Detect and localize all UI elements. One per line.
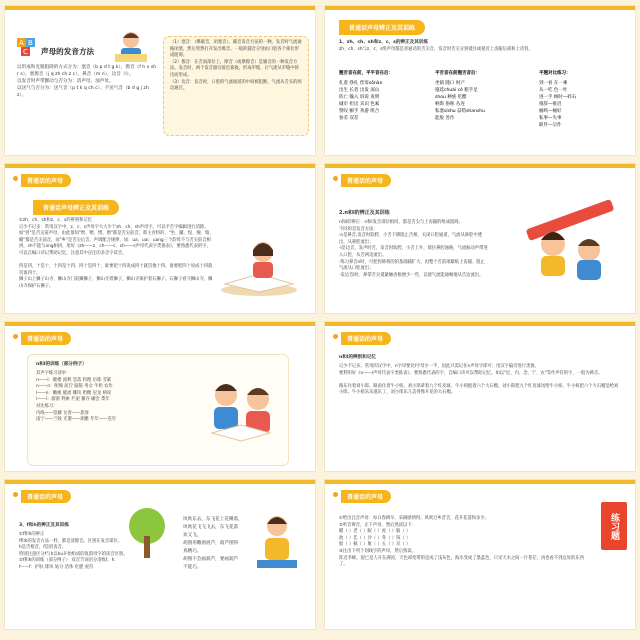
- slide-7-body: ①f和h的辨正 f和h的发音方法一样，都是清擦音。区别在发音部位。 h是舌根音，f是唇齿音。 特别注意区分f与h以hu开始组成的复韵母字的读音区别。 ②f和h的训练（部分例子） 双音节词语分清练f、h： f——f：护肤 绯风 姑分 活体 化肥 虎符: [19, 532, 128, 570]
- practice-label: 练习题: [609, 512, 619, 540]
- slide-3-body: ①zh、ch、sh和z、c、s的辨别和记忆 记少不记多：常用汉字中，z、c、s声母字大大少于zh、ch、sh声母字。可以平舌字编辑进行消除。如"曾"是舌尖前声母，由此推知"增、赠、憎、僧"都是舌尖前音，那主食特的、"坐、蹴、惶、缠、缝、瞳"都是舌尖前音，而"乡"是舌尖后音，声调配合规律，如：ua、uai、uang三个韵母不与舌尖前音相拼，sh不能与ong相拼，用好《zh——z、ch——c、sh——s声母代表字类推表》，要熟悉代表的字，可以自编口诀记帮助记忆，注意其中应注的多音字读音。 四是四，十是十，十四是十四，四十是四十，谁要把十四说成四十就罚他十四，谁要把四十说成十四就罚谁四十。 狮子山上狮子山寺，狮山寺门前狮狮子，狮山寺着狮子，狮山寺保护着石狮子。石狮子看守狮山寺，狮山寺保护石狮子。: [19, 218, 214, 289]
- slide-5-body: 双声字练习清单： n——l：暖楼 流利 恋落 料理 历练 劳累 n——n：呢喃 泥泞 脑筋 男女 牛奶 农作 l——n：嫩绳 暖流 哪块 奶糖 尼龙 呐说 l——l：溜滑 利索 烂泥 蓄存 碾会 梨年 对比练习： 内线——留藤 女客——旅客 南宁——兰陵 光港——朗雅 年年——连年: [36, 371, 117, 423]
- slide-header-bar: [5, 6, 315, 10]
- slide-8-body: ①给出注音声母：每日春耕早、采摘感情得。风吹过乡昔音，花开花落和多少。 ②听音辨音，正下声母，然后熟读以下： 瞄（ ）老（ ）眼（ ）虎（ ）脑（ ） 池（ ）佳（ ）沙（ ）冬（ ）钱（ ） 船（ ）掘（ ）航（ ）五（ ）京（ ） ③注出下列下划线字的声母，然后熟读。 阵近李蜂，貌已是人开在满园，天色却变带的是成了浅灰色，海水变成了墨蓝色，只见天水之间一片苍茫，再也看不到远处的东西了。: [339, 516, 584, 568]
- slide-6[interactable]: [325, 322, 635, 471]
- slide-7[interactable]: [5, 480, 315, 629]
- slide-3[interactable]: [5, 164, 315, 313]
- slide-4-badge: 普通话的声母: [341, 174, 391, 187]
- slide-2-sub1-text: zh、ch、sh与z、c、s组声母都是普通话的舌尖音，发音时舌尖分别抵住或接近上齿龈后部和上齿背。: [339, 47, 533, 52]
- slide-7-poem: 风吹东去，东飞花上花瓣落， 风吹花飞飞飞去，东飞花落 欢又飞， 胡图用雕菌展芦，葫芦图得 真精巧。 胡图不会画葫芦，要画葫芦 不能巧。: [183, 517, 243, 570]
- slide-6-body: 记少不记多。常用的汉字中，n字母要比l字母少一半，因此只需记住n声母字即可；用汉字偏旁进行类推。 要利用好《n——l声母代表字类推表》，要熟悉代表的字，自编口诀可以帮助记忆。如以"尼、内、念、宁、农"等作声符的字，一般为鼻音。 路东住着刘小郎，路南住着牛小妞。刘小郎拿着九个红皮球，牛小妞抱着六个大石榴。刘小郎把九个红皮球送给牛小妞，牛小妞把六个大石榴送给刘小郎。牛小妞乐乐滋乐了，刘小郎乐儿美得像开花的大石榴。: [339, 364, 619, 396]
- slide-1-title: 声母的发音方法: [41, 47, 95, 56]
- note-box: [163, 36, 309, 136]
- slide-6-heading: n和l的辨别和记忆: [339, 355, 377, 360]
- slide-header-bar: [5, 322, 315, 326]
- bullet-dot-icon: [13, 176, 18, 181]
- practice-tag: [601, 502, 627, 550]
- slide-4-body: n和l的辨正：n和l发音部位相同，都是舌尖与上齿龈的组成阻碍。 不同的是发音方法： ·n是鼻音,发音时软腭、小舌下降阻止舌根，关闭口腔通道，气流从鼻腔中透出，从鼻腔流出； ·l是边音，发声时舌，发音时软腭，小舌上升，堵住鼻腔通路，气流振动声带进入口腔，从舌两边流出。 ·练习鼻音n时，可把捏鼻将的的基础辅扩大，再整个舌前端紧贴上齿龈、阻止气流从口腔流出； ·发边音l时，鼻掌舌尖抵紧触齿根便少一些，以使气流能通畅地从舌边流出。: [339, 220, 488, 278]
- table-header-3: 平翘对比练习：: [539, 71, 571, 76]
- slide-header-bar: [5, 480, 315, 484]
- bullet-dot-icon: [333, 334, 338, 339]
- slide-2-heading: 普通话声母辨正及其训练: [339, 20, 425, 35]
- kids-with-pencil-illustration: [515, 200, 625, 294]
- slide-2-sub1: 1、zh、ch、sh和z、c、s的辨正及其训练: [339, 40, 428, 45]
- table-column-3: 到一看 在一乘 从一吃 色一吐 进一手 顾时—碎石 推辞—推迟 桶鸣—桶好 私事—失事 职件—宗件: [539, 81, 577, 128]
- slide-header-bar: [325, 6, 635, 10]
- training-card: [27, 354, 289, 466]
- slide-3-heading: 普通话声母辨正及其训练: [33, 200, 119, 215]
- slide-1[interactable]: [5, 6, 315, 155]
- practice-table: [339, 70, 635, 150]
- slide-7-badge: 普通话的声母: [21, 490, 71, 503]
- kids-reading-illustration: [247, 508, 307, 592]
- svg-text:B: B: [28, 39, 33, 47]
- slide-3-badge: 普通话的声母: [21, 174, 71, 187]
- slide-1-body: 以形成和克服阻碍的方式分为：塞音（b p d t g k），擦音（f h x sh r s），塞擦音（j q zh ch z c），鼻音（m n），边音（l）。 以发音时声带颤动与否分为：清声母、浊声母。 以送气与否分为：送气音（p t k q ch c）、不送气音（b d g j zh z）。: [17, 65, 157, 98]
- bullet-dot-icon: [333, 176, 338, 181]
- two-kids-reading-illustration: [196, 369, 286, 457]
- slide-4-heading: 2.n和l的辨正及其训练: [339, 210, 390, 216]
- slide-5[interactable]: [5, 322, 315, 471]
- slide-5-badge: 普通话的声母: [21, 332, 71, 345]
- slide-4[interactable]: [325, 164, 635, 313]
- slide-header-bar: [5, 164, 315, 168]
- girl-reading-book-illustration: [217, 234, 301, 302]
- slide-5-card-title: n和l的训练（部分例子）: [36, 362, 87, 367]
- table-column-1: 扎着 挣扎 侄哥sǒnàn 出生 长者 出发 深山 阵亡 输入 诉说 说明 城市 担出 宾识 色素 赞叹 额手 劝游 组合 参差 双差: [339, 81, 383, 121]
- slide-header-bar: [325, 322, 635, 326]
- bullet-dot-icon: [333, 492, 338, 497]
- abc-blocks-icon: [17, 36, 37, 60]
- slide-header-bar: [325, 480, 635, 484]
- tree-illustration: [117, 506, 177, 566]
- table-header-2: 平舌音在前翘舌音后：: [435, 71, 480, 76]
- bullet-dot-icon: [13, 492, 18, 497]
- slide-7-heading: 3、f和h的辨正及其训练: [19, 523, 69, 528]
- svg-text:C: C: [23, 48, 28, 56]
- slide-6-badge: 普通话的声母: [341, 332, 391, 345]
- slide-2[interactable]: [325, 6, 635, 155]
- slide-header-bar: [325, 164, 635, 168]
- svg-text:A: A: [19, 39, 24, 47]
- bullet-dot-icon: [13, 334, 18, 339]
- table-header-1: 翘舌音在前，平平音在后：: [339, 71, 393, 76]
- slide-8[interactable]: [325, 480, 635, 629]
- reading-kid-illustration: [109, 28, 153, 68]
- table-column-2: 坐镇 随口 财产 拖延chuài cè 粗手足 shou 种族 吃醋 响饰 俗称 丛连 私塞sǐshu 蒜嗒shanshu 能般 善作: [435, 81, 485, 121]
- slide-8-badge: 普通话的声母: [341, 490, 391, 503]
- slide-1-notes: （1）塞音：（爆破音，闭塞音）。辅音发音方法的一种。发音时气流通路闭塞，然后突然打开发出爆音。一般的辅音分别由口腔各个部位形成阻碍。 （2）擦音：在舌面部位上，摩音（或摩擦音）是辅音的一种发音方法。发音时，两个发音器官接近靠拢，形成窄缝，让气流从窄缝中挤出而形成。 （3）边音：发音时，口腔的气流通道的中间被阻断，气流从舌头的两边通过。: [170, 40, 302, 92]
